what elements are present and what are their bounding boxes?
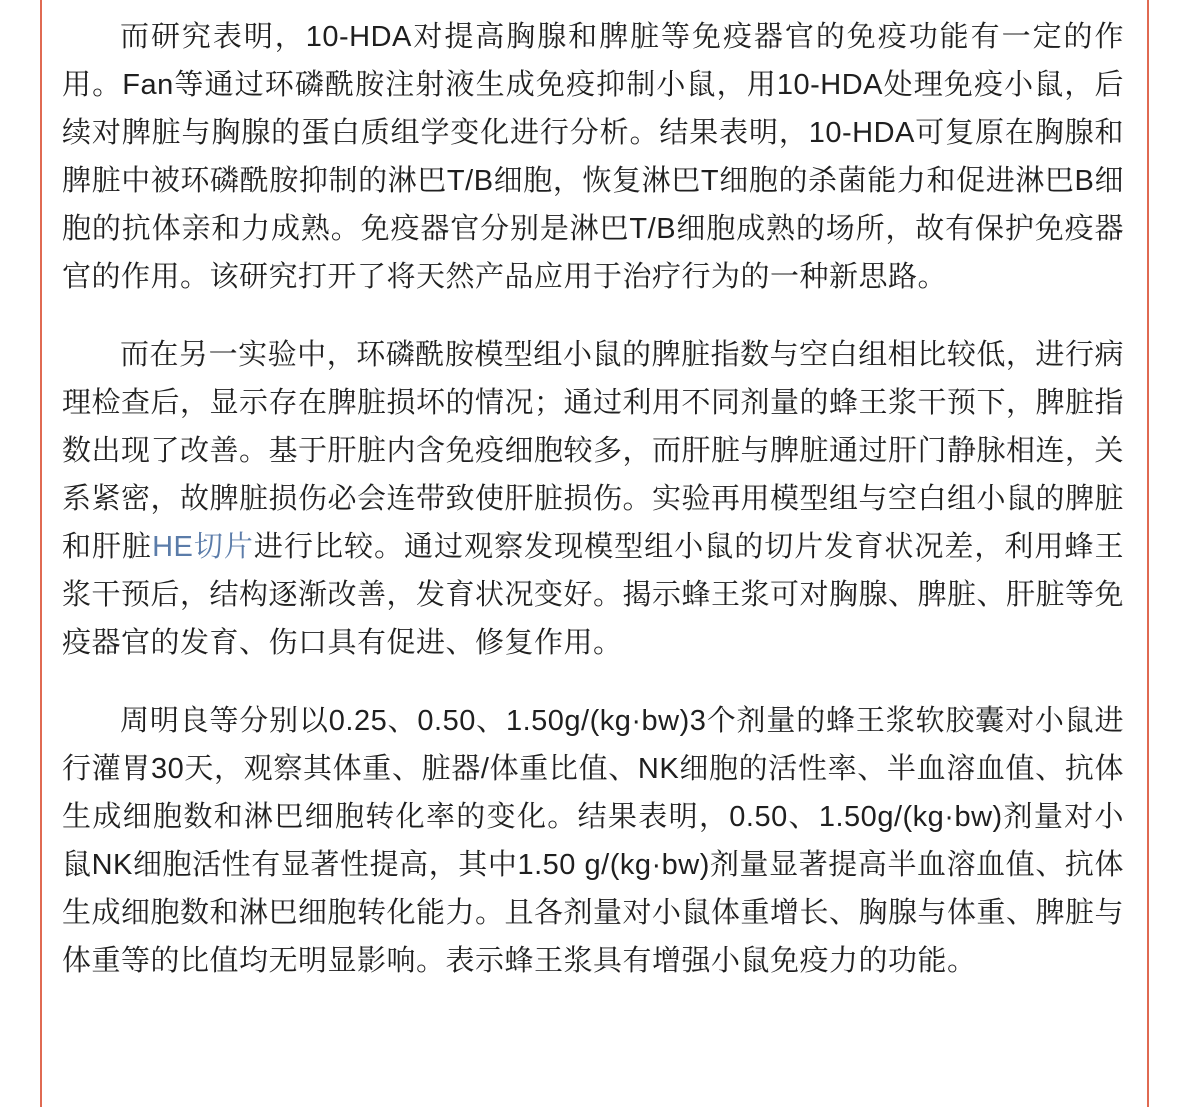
left-margin-rule bbox=[40, 0, 42, 1107]
paragraph-3 bbox=[62, 697, 1124, 985]
paragraph-text: 周明良等分别以0.25、0.50、1.50g/(kg·bw)3个剂量的蜂王浆软胶囊对小鼠进行灌胃30天，观察其体重、脏器/体重比值、NK细胞的活性率、半血溶血值、抗体生成细胞数和淋巴细胞转化率的变化。结果表明，0.50、1.50g/(kg·bw)剂量对小鼠NK细胞活性有显著性提高，其中1.50 g/(kg·bw)剂量显著提高半血溶血值、抗体生成细胞数和淋巴细胞转化能力。且各剂量对小鼠体重增长、胸腺与体重、脾脏与体重等的比值均无明显影响。表示蜂王浆具有增强小鼠免疫力的功能。 bbox=[62, 705, 1125, 977]
paragraph-text: 进行比较。通过观察发现模型组小鼠的切片发育状况差，利用蜂王浆干预后，结构逐渐改善，发育状况变好。揭示蜂王浆可对胸腺、脾脏、肝脏等免疫器官的发育、伤口具有促进、修复作用。 bbox=[62, 531, 1125, 659]
right-margin-rule bbox=[1147, 0, 1149, 1107]
he-slice-link[interactable]: HE切片 bbox=[152, 531, 254, 563]
paragraph-2 bbox=[62, 331, 1124, 667]
document-body bbox=[62, 13, 1124, 1015]
paragraph-1 bbox=[62, 13, 1124, 301]
paragraph-text: 而在另一实验中，环磷酰胺模型组小鼠的脾脏指数与空白组相比较低，进行病理检查后，显示存在脾脏损坏的情况；通过利用不同剂量的蜂王浆干预下，脾脏指数出现了改善。基于肝脏内含免疫细胞较多，而肝脏与脾脏通过肝门静脉相连，关系紧密，故脾脏损伤必会连带致使肝脏损伤。实验再用模型组与空白组小鼠的脾脏和肝脏 bbox=[62, 339, 1125, 563]
paragraph-text: 而研究表明，10-HDA对提高胸腺和脾脏等免疫器官的免疫功能有一定的作用。Fan等通过环磷酰胺注射液生成免疫抑制小鼠，用10-HDA处理免疫小鼠，后续对脾脏与胸腺的蛋白质组学变化进行分析。结果表明，10-HDA可复原在胸腺和脾脏中被环磷酰胺抑制的淋巴T/B细胞，恢复淋巴T细胞的杀菌能力和促进淋巴B细胞的抗体亲和力成熟。免疫器官分别是淋巴T/B细胞成熟的场所，故有保护免疫器官的作用。该研究打开了将天然产品应用于治疗行为的一种新思路。 bbox=[62, 21, 1124, 293]
